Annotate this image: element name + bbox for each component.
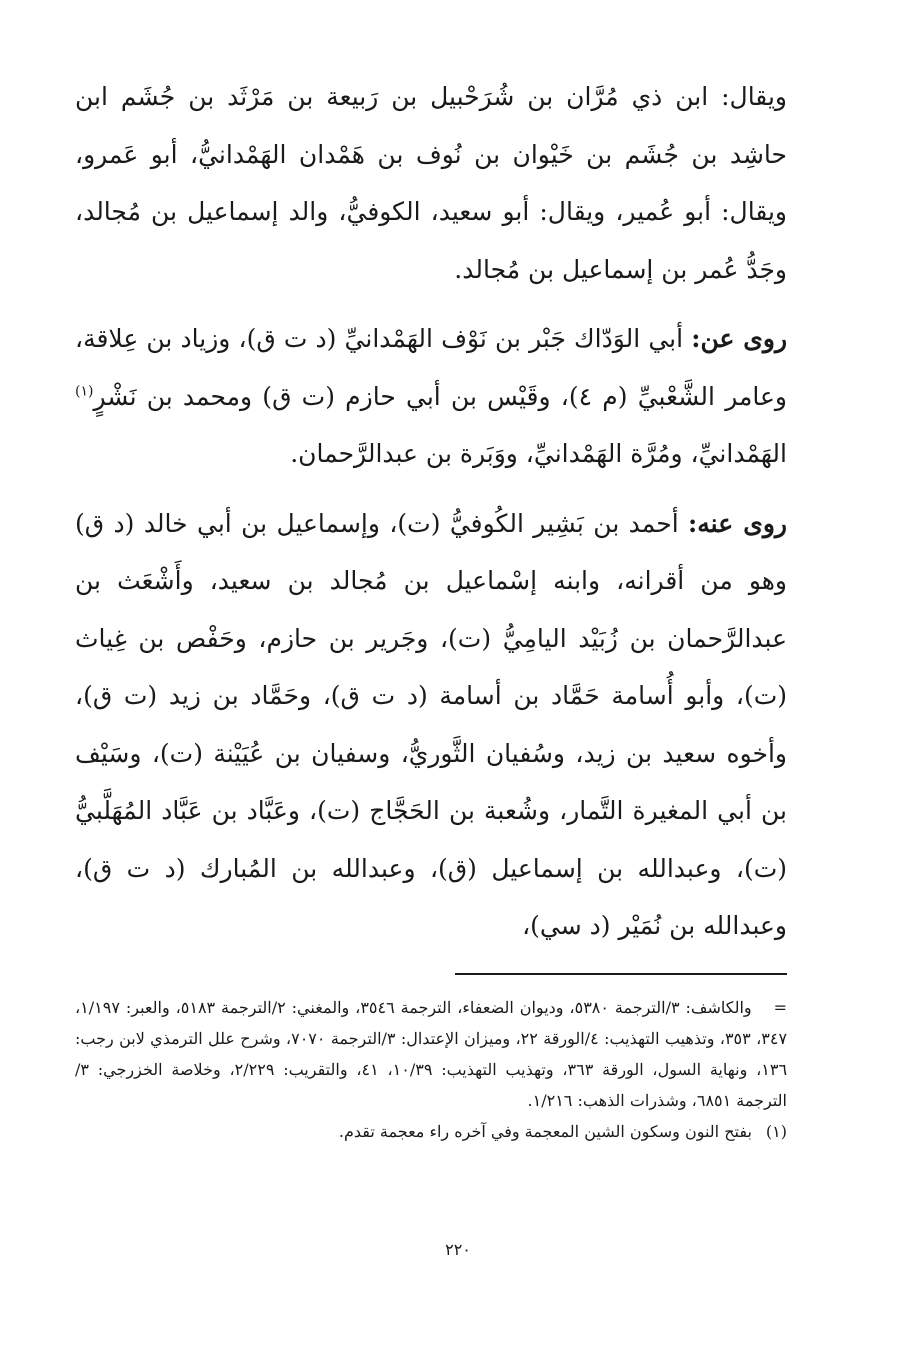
footnote-text: بفتح النون وسكون الشين المعجمة وفي آخره راء معجمة تقدم. [338,1122,752,1141]
footnote-reference: (١) [75,383,94,400]
page-number: ٢٢٠ [445,1240,471,1259]
paragraph-text: ويقال: ابن ذي مُرَّان بن شُرَحْبيل بن رَبيعة بن مَرْثَد بن جُشَم ابن حاشِد بن جُشَم بن خَيْوان بن نُوف بن هَمْدان الهَمْدانيُّ، أبو عَمرو، ويقال: أبو عُمير، ويقال: أبو سعيد، الكوفيُّ، والد إسماعيل بن مُجالد، وجَدُّ عُمر بن إسماعيل بن مُجالد. [75,82,787,284]
paragraph-text: أحمد بن بَشِير الكُوفيُّ (ت)، وإسماعيل بن أبي خالد (د ق) وهو من أقرانه، وابنه إسْماعيل بن مُجالد بن سعيد، وأَشْعَث بن عبدالرَّحمان بن زُبَيْد اليامِيُّ (ت)، وجَرير بن حازم، وحَفْص بن غِياث (ت)، وأبو أُسامة حَمَّاد بن أسامة (د ت ق)، وحَمَّاد بن زيد (ت ق)، وأخوه سعيد بن زيد، وسُفيان الثَّوريُّ، وسفيان بن عُيَيْنة (ت)، وسَيْف بن أبي المغيرة التَّمار، وشُعبة بن الحَجَّاج (ت)، وعَبَّاد بن عَبَّاد المُهَلَّبيُّ (ت)، وعبدالله بن إسماعيل (ق)، وعبدالله بن المُبارك (د ت ق)، وعبدالله بن نُمَيْر (د سي)، [75,508,787,940]
page-body [75,68,787,955]
section-heading-narrated-from: روى عن: [691,324,788,353]
footnote-divider [455,973,787,975]
footnote-continuation-text: والكاشف: ٣/الترجمة ٥٣٨٠، وديوان الضعفاء، الترجمة ٣٥٤٦، والمغني: ٢/الترجمة ٥١٨٣، والعبر: ١/١٩٧، ٣٤٧، ٣٥٣، وتذهيب التهذيب: ٤/الورقة ٢٢، وميزان الإعتدال: ٣/الترجمة ٧٠٧٠، وشرح علل الترمذي لابن رجب: ١٣٦، ونهاية السول، الورقة ٣٦٣، وتهذيب التهذيب: ١٠/٣٩، ٤١، والتقريب: ٢/٢٢٩، وخلاصة الخزرجي: ٣/الترجمة ٦٨٥١، وشذرات الذهب: ١/٢١٦. [75,998,788,1110]
footnote-1 [75,1116,787,1147]
section-heading-narrated-by: روى عنه: [688,508,787,538]
paragraph-narrated-from [75,310,787,483]
main-text [75,68,787,955]
paragraph-text: أبي الوَدّاك جَبْر بن نَوْف الهَمْدانيِّ (د ت ق)، وزياد بن عِلاقة، وعامر الشَّعْبيِّ (م ٤)، وقَيْس بن أبي حازم (ت ق) ومحمد بن نَشْرٍ [75,324,787,411]
paragraph-text-continued: الهَمْدانيِّ، ومُرَّة الهَمْدانيِّ، ووَبَرة بن عبدالرَّحمان. [290,439,787,468]
continuation-mark: = [773,998,788,1017]
footnotes [75,992,787,1147]
footnote-continuation [75,992,787,1116]
paragraph-lineage [75,68,787,298]
paragraph-narrated-by [75,495,787,955]
footnote-number: (١) [765,1122,787,1141]
